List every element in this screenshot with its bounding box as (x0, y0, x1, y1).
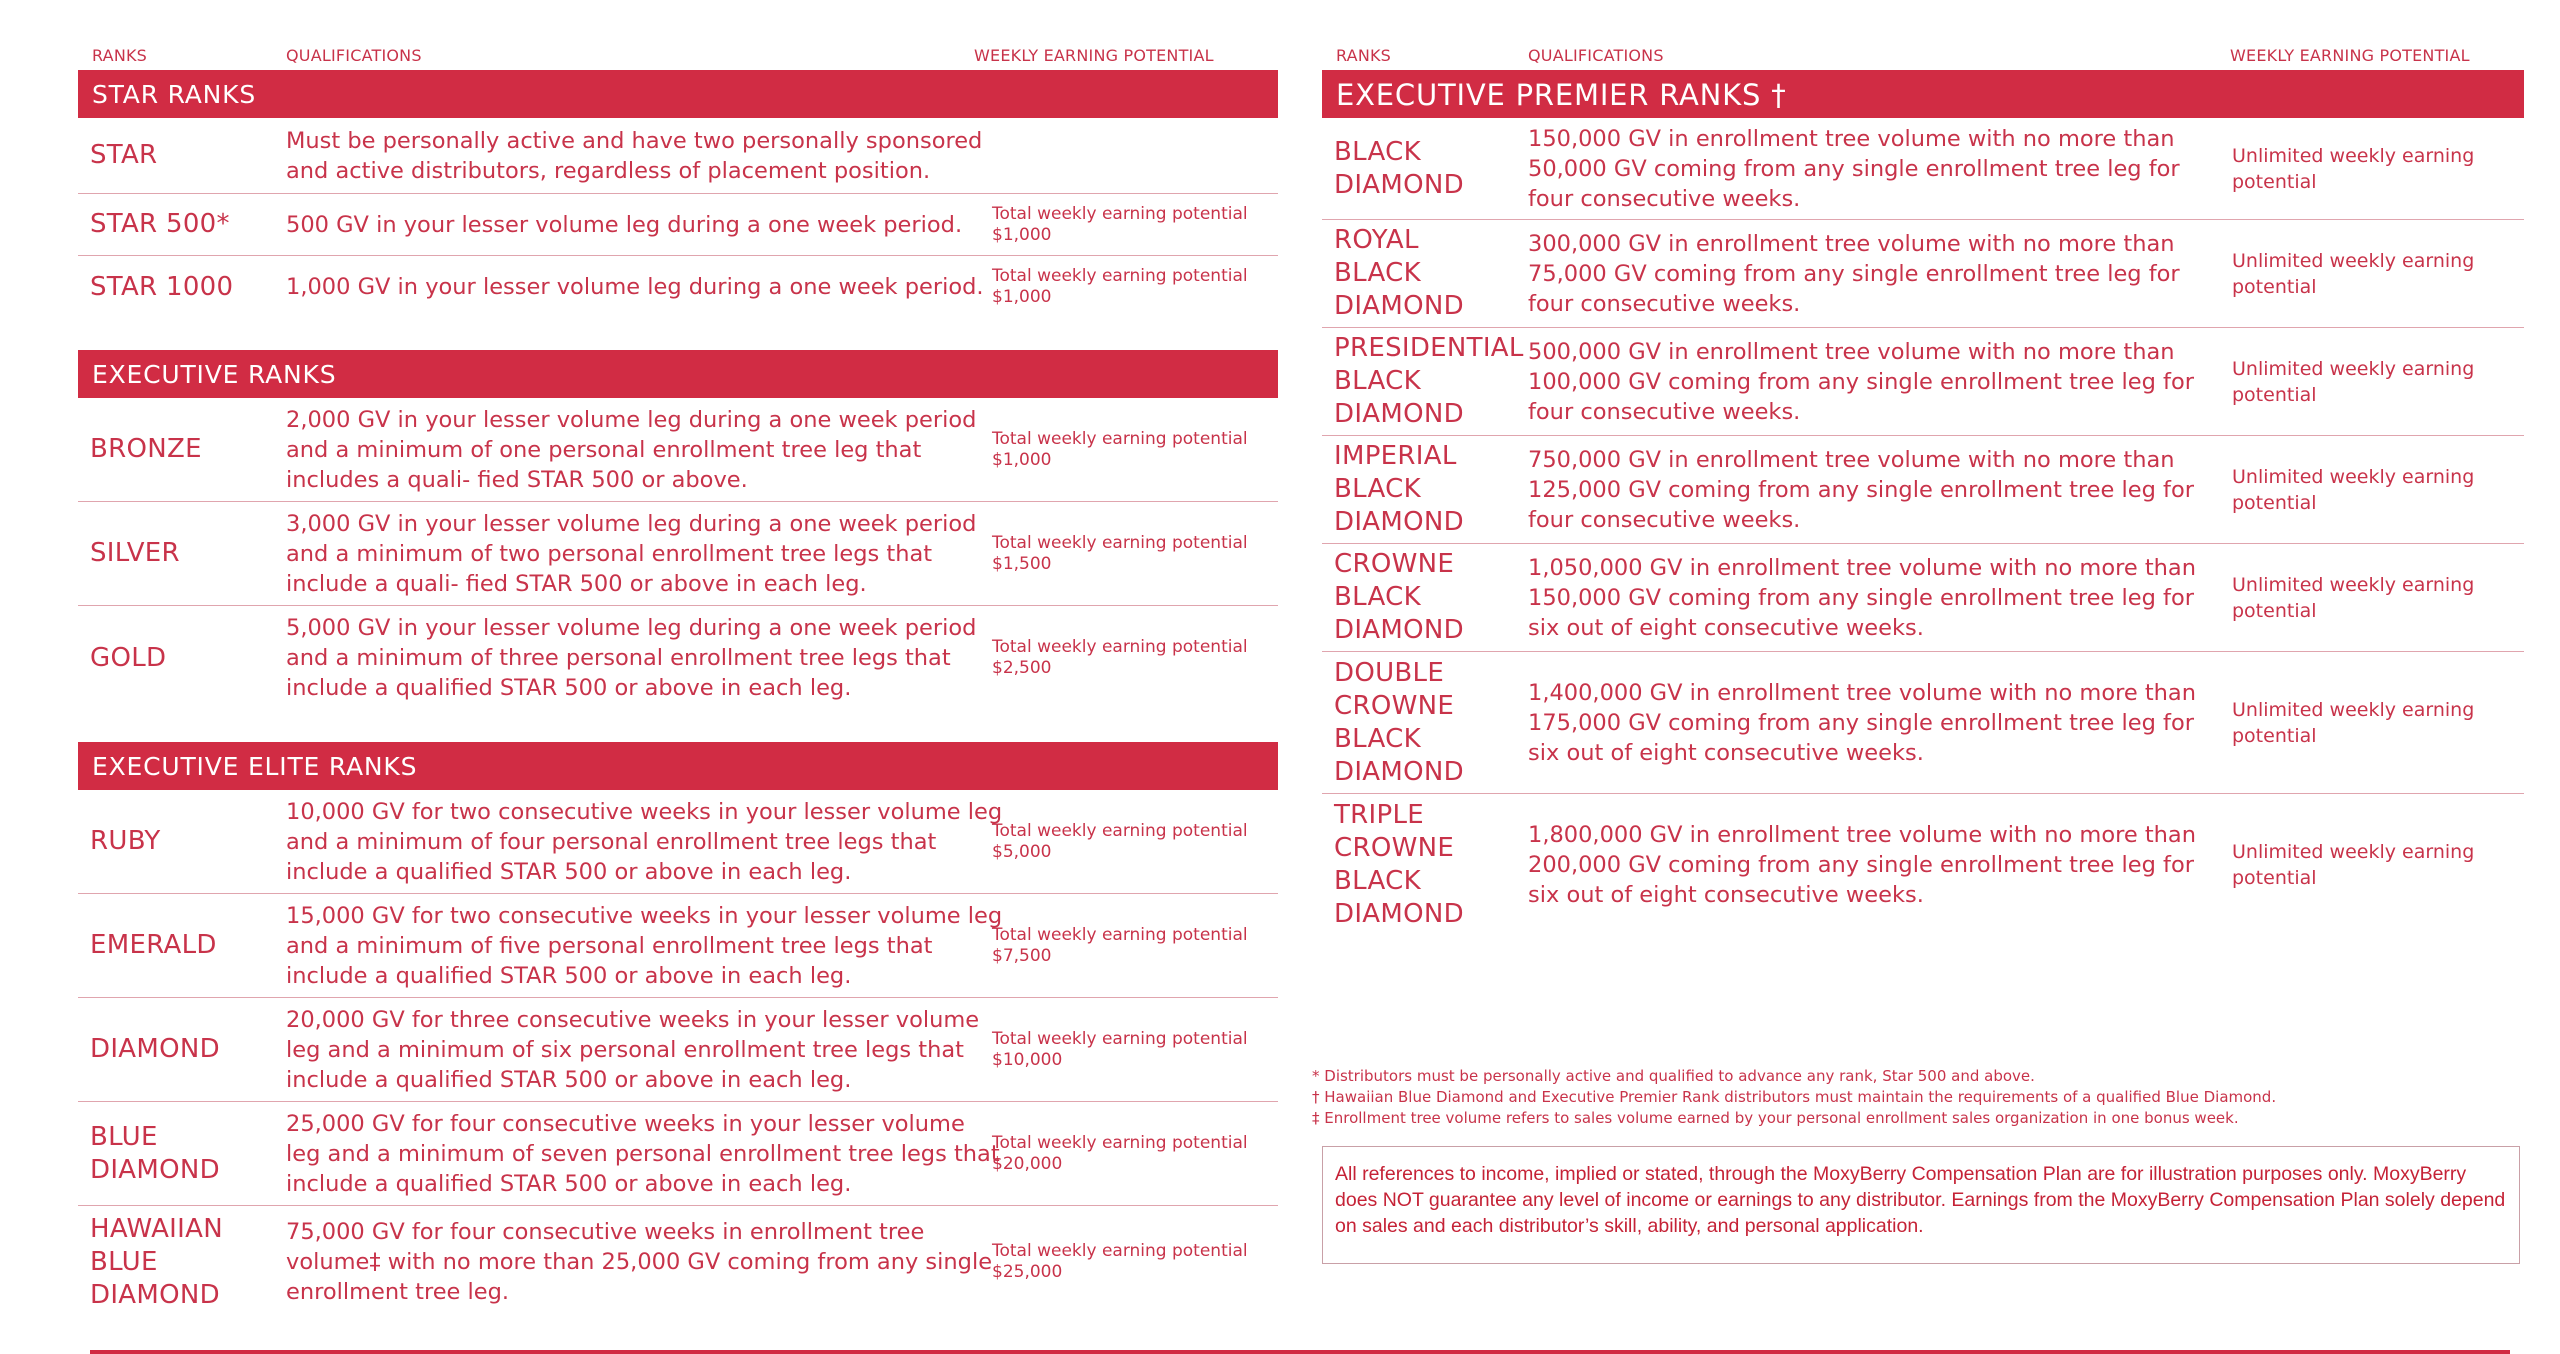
income-disclaimer: All references to income, implied or stated, through the MoxyBerry Compensation Plan are for illustration purposes only. MoxyBerry does NOT guarantee any level of income or earnings to any distributor. Earnings from the MoxyBerry Compensation Plan solely depend on sales and each distributor’s skill, ability, and personal application. (1322, 1146, 2520, 1264)
rank-qualification: 1,050,000 GV in enrollment tree volume with no more than 150,000 GV coming from any single enrollment tree leg for six out of eight consecutive weeks. (1528, 554, 2196, 641)
section-executive-premier-ranks (1322, 70, 2524, 936)
rank-earning: Unlimited weekly earning potential (2232, 698, 2475, 747)
section-title: EXECUTIVE PREMIER RANKS † (1322, 70, 2524, 118)
rank-qualification: 3,000 GV in your lesser volume leg during a one week period and a minimum of two personal enrollment tree legs that include a quali- fied STAR 500 or above in each leg. (286, 510, 977, 597)
rank-row-imperial-black-diamond (1322, 436, 2524, 544)
rank-row-emerald (78, 894, 1278, 998)
rank-earning: Unlimited weekly earning potential (2232, 249, 2475, 298)
rank-qualification: 750,000 GV in enrollment tree volume with no more than 125,000 GV coming from any single enrollment tree leg for four consecutive weeks. (1528, 446, 2194, 533)
rank-name: HAWAIIAN BLUE DIAMOND (90, 1213, 223, 1310)
rank-name: DIAMOND (90, 1034, 220, 1064)
rank-name: IMPERIAL BLACK DIAMOND (1334, 441, 1464, 537)
rank-qualification: 1,800,000 GV in enrollment tree volume with no more than 200,000 GV coming from any single enrollment tree leg for six out of eight consecutive weeks. (1528, 822, 2196, 908)
rank-earning: Total weekly earning potential $2,500 (992, 637, 1248, 678)
footnote-star: * Distributors must be personally active and qualified to advance any rank, Star 500 and above. (1312, 1067, 2035, 1085)
left-column-headers (78, 44, 1278, 70)
rank-row-star-1000 (78, 256, 1278, 318)
footnotes (1312, 1066, 2276, 1129)
section-executive-ranks (78, 350, 1278, 710)
rank-qualification: 300,000 GV in enrollment tree volume with no more than 75,000 GV coming from any single enrollment tree leg for four consecutive weeks. (1528, 230, 2180, 317)
rank-earning: Total weekly earning potential $10,000 (992, 1028, 1248, 1070)
rank-name: BLACK DIAMOND (1334, 136, 1464, 200)
section-title: EXECUTIVE RANKS (78, 350, 1278, 398)
rank-earning: Unlimited weekly earning potential (2232, 841, 2475, 889)
col-head-earning: WEEKLY EARNING POTENTIAL (974, 46, 1214, 65)
rank-name: ROYAL BLACK DIAMOND (1334, 225, 1464, 321)
right-column-headers (1322, 44, 2524, 70)
rank-name: CROWNE BLACK DIAMOND (1334, 549, 1464, 645)
col-head-earning: WEEKLY EARNING POTENTIAL (2230, 46, 2470, 65)
rank-row-double-crowne-black-diamond (1322, 652, 2524, 794)
rank-qualification: 75,000 GV for four consecutive weeks in enrollment tree volume‡ with no more than 25,000 GV coming from any single enrollment tree leg. (286, 1219, 993, 1305)
rank-row-blue-diamond (78, 1102, 1278, 1206)
rank-qualification: 150,000 GV in enrollment tree volume with no more than 50,000 GV coming from any single enrollment tree leg for four consecutive weeks. (1528, 125, 2180, 212)
rank-earning: Total weekly earning potential $20,000 (992, 1132, 1248, 1174)
rank-name: GOLD (90, 642, 167, 673)
rank-row-presidential-black-diamond (1322, 328, 2524, 436)
rank-name: SILVER (90, 538, 180, 568)
bottom-rule (90, 1350, 2510, 1354)
rank-row-star-500 (78, 194, 1278, 256)
col-head-ranks: RANKS (92, 46, 148, 65)
rank-earning: Total weekly earning potential $5,000 (992, 820, 1248, 862)
footnote-double-dagger: ‡ Enrollment tree volume refers to sales volume earned by your personal enrollment sales organization in one bonus week. (1312, 1109, 2239, 1127)
rank-qualification: 2,000 GV in your lesser volume leg during a one week period and a minimum of one personal enrollment tree leg that includes a quali- fied STAR 500 or above. (286, 406, 977, 493)
rank-row-silver (78, 502, 1278, 606)
rank-row-bronze (78, 398, 1278, 502)
rank-earning: Total weekly earning potential $1,000 (992, 203, 1248, 245)
rank-row-ruby (78, 790, 1278, 894)
rank-earning: Unlimited weekly earning potential (2232, 465, 2475, 514)
rank-qualification: 5,000 GV in your lesser volume leg during a one week period and a minimum of three personal enrollment tree legs that include a qualified STAR 500 or above in each leg. (286, 615, 977, 701)
col-head-qualifications: QUALIFICATIONS (1528, 46, 1664, 65)
rank-row-royal-black-diamond (1322, 220, 2524, 328)
rank-name: TRIPLE CROWNE BLACK DIAMOND (1334, 800, 1464, 929)
left-rank-table (78, 44, 1278, 1318)
section-title: EXECUTIVE ELITE RANKS (78, 742, 1278, 790)
rank-name: RUBY (90, 826, 161, 856)
rank-qualification: 25,000 GV for four consecutive weeks in your lesser volume leg and a minimum of seven personal enrollment tree legs that include a qualified STAR 500 or above in each leg. (286, 1110, 1000, 1197)
rank-earning: Total weekly earning potential $1,000 (992, 266, 1248, 307)
rank-earning: Total weekly earning potential $1,500 (992, 532, 1248, 574)
col-head-qualifications: QUALIFICATIONS (286, 46, 422, 65)
rank-name: BLUE DIAMOND (90, 1121, 220, 1185)
rank-name: STAR (90, 140, 158, 170)
rank-row-star (78, 118, 1278, 194)
rank-earning: Total weekly earning potential $1,000 (992, 428, 1248, 470)
rank-earning: Unlimited weekly earning potential (2232, 573, 2475, 622)
rank-qualification: 1,400,000 GV in enrollment tree volume with no more than 175,000 GV coming from any single enrollment tree leg for six out of eight consecutive weeks. (1528, 679, 2196, 766)
rank-row-triple-crowne-black-diamond (1322, 794, 2524, 936)
rank-name: DOUBLE CROWNE BLACK DIAMOND (1334, 657, 1464, 787)
rank-row-crowne-black-diamond (1322, 544, 2524, 652)
rank-name: STAR 1000 (90, 271, 234, 302)
rank-qualification: Must be personally active and have two personally sponsored and active distributors, regardless of placement position. (286, 127, 983, 184)
rank-name: EMERALD (90, 930, 217, 960)
rank-qualification: 15,000 GV for two consecutive weeks in your lesser volume leg and a minimum of five personal enrollment tree legs that include a qualified STAR 500 or above in each leg. (286, 902, 1003, 989)
right-rank-table (1322, 44, 2524, 936)
section-title: STAR RANKS (78, 70, 1278, 118)
rank-qualification: 10,000 GV for two consecutive weeks in your lesser volume leg and a minimum of four personal enrollment tree legs that include a qualified STAR 500 or above in each leg. (286, 798, 1003, 885)
rank-earning: Total weekly earning potential $25,000 (992, 1241, 1248, 1282)
rank-row-diamond (78, 998, 1278, 1102)
rank-qualification: 500 GV in your lesser volume leg during a one week period. (286, 211, 963, 238)
rank-row-hawaiian-blue-diamond (78, 1206, 1278, 1318)
col-head-ranks: RANKS (1336, 46, 1392, 65)
rank-name: PRESIDENTIAL BLACK DIAMOND (1334, 333, 1524, 429)
section-executive-elite-ranks (78, 742, 1278, 1318)
rank-row-gold (78, 606, 1278, 710)
rank-name: BRONZE (90, 434, 202, 464)
footnote-dagger: † Hawaiian Blue Diamond and Executive Premier Rank distributors must maintain the requirements of a qualified Blue Diamond. (1312, 1088, 2277, 1106)
section-star-ranks (78, 70, 1278, 318)
rank-qualification: 500,000 GV in enrollment tree volume with no more than 100,000 GV coming from any single enrollment tree leg for four consecutive weeks. (1528, 338, 2194, 425)
rank-name: STAR 500* (90, 209, 230, 239)
rank-earning: Unlimited weekly earning potential (2232, 144, 2475, 193)
rank-earning: Total weekly earning potential $7,500 (992, 924, 1248, 966)
rank-earning: Unlimited weekly earning potential (2232, 357, 2475, 406)
rank-row-black-diamond (1322, 118, 2524, 220)
rank-earning (992, 118, 1252, 193)
rank-qualification: 1,000 GV in your lesser volume leg during a one week period. (286, 274, 984, 300)
rank-qualification: 20,000 GV for three consecutive weeks in your lesser volume leg and a minimum of six personal enrollment tree legs that include a qualified STAR 500 or above in each leg. (286, 1006, 980, 1093)
